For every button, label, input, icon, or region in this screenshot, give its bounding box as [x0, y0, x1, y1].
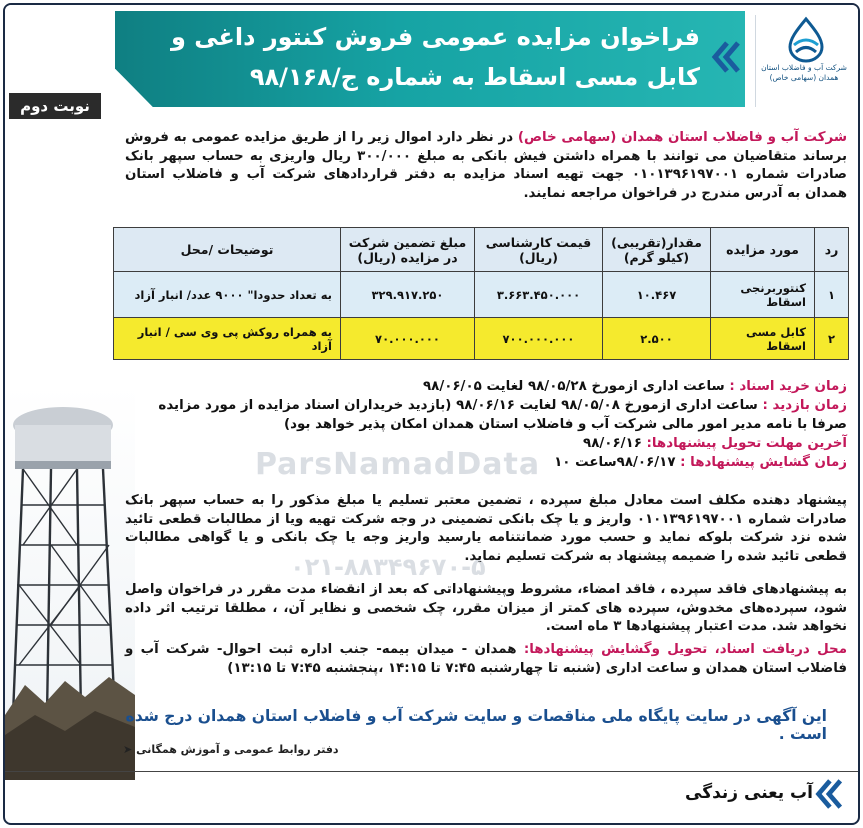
title-line-2: کابل مسی اسقاط به شماره ج/۹۸/۱۶۸ — [249, 63, 700, 91]
table-row — [114, 272, 849, 318]
submission-deadline — [125, 434, 847, 453]
item-quantity: ۲.۵۰۰ — [603, 318, 711, 360]
title-line-1: فراخوان مزایده عمومی فروش کنتور داغی و — [170, 23, 700, 51]
item-expert-price: ۳.۶۶۳.۴۵۰.۰۰۰ — [475, 272, 603, 318]
col-expert-price: قیمت کارشناسی (ریال) — [475, 228, 603, 272]
logo-caption: شرکت آب و فاضلاب استان همدان (سهامی خاص) — [761, 63, 847, 82]
col-quantity: مقدار(تقریبی) (کیلو گرم) — [603, 228, 711, 272]
water-tower-illustration — [5, 385, 135, 780]
table-row — [114, 318, 849, 360]
item-description: به تعداد حدودا" ۹۰۰۰ عدد/ انبار آزاد — [114, 272, 341, 318]
intro-text: در نظر دارد اموال زیر را از طریق مزایده عمومی به فروش برساند متقاضیان می توانند با همراه داشتن فیش بانکی به مبلغ ۳۰۰/۰۰۰ ریال واریزی به حساب سپهر بانک صادرات شماره ۰۱۰۱۳۹۶۱۹۷۰۰۱ جهت تهیه اسناد مزایده به دفتر قراردادهای شرکت آب و فاضلاب استان همدان به آدرس مندرج در فراخوان مراجعه نمایند. — [125, 130, 847, 201]
row-number: ۲ — [815, 318, 849, 360]
location-value: همدان - میدان بیمه- جنب اداره ثبت احوال- شرکت آب و فاضلاب استان همدان و ساعت اداری (شنبه تا چهارشنبه ۷:۴۵ تا ۱۴:۱۵ ،پنجشنبه ۷:۴۵ تا ۱۳:۱۵) — [125, 642, 847, 676]
item-quantity: ۱۰.۴۶۷ — [603, 272, 711, 318]
watermark-text: ParsNamadData — [255, 447, 541, 482]
col-guarantee: مبلغ تضمین شرکت در مزایده (ریال) — [341, 228, 475, 272]
item-guarantee: ۳۲۹.۹۱۷.۲۵۰ — [341, 272, 475, 318]
auction-items-table — [113, 227, 849, 360]
table-header-row — [114, 228, 849, 272]
second-publication-badge: نوبت دوم — [9, 93, 101, 119]
schedule-section — [125, 377, 847, 472]
publication-notice: این آگهی در سایت پایگاه ملی مناقصات و سایت شرکت آب و فاضلاب استان همدان درج شده است . — [125, 707, 827, 743]
item-expert-price: ۷۰۰.۰۰۰.۰۰۰ — [475, 318, 603, 360]
visit-time — [125, 396, 847, 434]
visit-time-label: زمان بازدید : — [757, 398, 847, 413]
location-label: محل دریافت اسناد، تحویل وگشایش پیشنهادها: — [516, 642, 847, 657]
intro-paragraph — [125, 129, 847, 203]
opening-time — [125, 453, 847, 472]
company-logo — [755, 15, 851, 107]
chevron-left-icon — [811, 777, 845, 811]
visit-time-value: ساعت اداری ازمورخ ۹۸/۰۵/۰۸ لغایت ۹۸/۰۶/۱۶ (بازدید خریداران اسناد مزایده از مورد مزایده صرفا با نامه مدیر امور مالی شرکت آب و فاضلاب استان همدان امکان پذیر خواهد بود) — [158, 398, 847, 432]
water-drop-logo-icon — [782, 15, 830, 63]
location-paragraph — [125, 641, 847, 678]
col-description: توضیحات /محل — [114, 228, 341, 272]
item-name: کنتوربرنجی اسقاط — [711, 272, 815, 318]
col-item: مورد مزایده — [711, 228, 815, 272]
chevron-left-icon — [707, 39, 743, 75]
company-name: شرکت آب و فاضلاب استان همدان (سهامی خاص) — [517, 130, 847, 145]
header — [5, 5, 858, 117]
opening-time-value: ۹۸/۰۶/۱۷ساعت ۱۰ — [554, 455, 676, 470]
item-name: کابل مسی اسقاط — [711, 318, 815, 360]
submission-deadline-value: ۹۸/۰۶/۱۶ — [583, 436, 642, 451]
arrow-bullet-icon: ➤ — [123, 743, 133, 756]
pr-office-signature — [123, 743, 339, 756]
guarantee-paragraph: پیشنهاد دهنده مکلف است معادل مبلغ سپرده ، تضمین معتبر تسلیم یا مبلغ مذکور را به حساب سپهر بانک صادرات شماره ۰۱۰۱۳۹۶۱۹۷۰۰۱ واریز و یا چک بانکی تضمینی در وجه شرکت تهیه ویا از مطالبات قطعی تائید شده نزد شرکت بلوکه نماید و حسب مورد ضمانتنامه یارسید واریز وجه یا چک بانکی و یا گواهی مطالبات قطعی تائید شده را ضمیمه پیشنهاد به شرکت تسلیم نماید. — [125, 493, 847, 564]
pr-office-text: دفتر روابط عمومی و آموزش همگانی — [136, 743, 339, 756]
page-title — [155, 17, 700, 97]
purchase-time — [125, 377, 847, 396]
purchase-time-label: زمان خرید اسناد : — [724, 379, 847, 394]
watermark-phone: ۰۲۱-۸۸۳۴۹۶۷۰-۵ — [290, 553, 486, 581]
footer-slogan: آب یعنی زندگی — [685, 783, 813, 803]
invalid-bids-paragraph: به پیشنهادهای فاقد سپرده ، فاقد امضاء، مشروط وپیشنهاداتی که بعد از انقضاء مدت مقرر در فراخوان واصل شود، سپرده‌های مخدوش، سپرده های کمتر از میزان مقرر، چک شخصی و نظایر آن، ، مطلقا ترتیب اثر داده نخواهد شد. مدت اعتبار پیشنهادها ۳ ماه است. — [125, 582, 847, 634]
purchase-time-value: ساعت اداری ازمورخ ۹۸/۰۵/۲۸ لغایت ۹۸/۰۶/۰۵ — [422, 379, 725, 394]
row-number: ۱ — [815, 272, 849, 318]
advertisement-frame — [3, 3, 860, 825]
item-description: به همراه روکش پی وی سی / انبار آزاد — [114, 318, 341, 360]
opening-time-label: زمان گشایش پیشنهادها : — [675, 455, 847, 470]
footer-divider — [5, 771, 858, 772]
item-guarantee: ۷۰.۰۰۰.۰۰۰ — [341, 318, 475, 360]
col-row-number: رد — [815, 228, 849, 272]
submission-deadline-label: آخرین مهلت تحویل پیشنهادها: — [641, 436, 847, 451]
